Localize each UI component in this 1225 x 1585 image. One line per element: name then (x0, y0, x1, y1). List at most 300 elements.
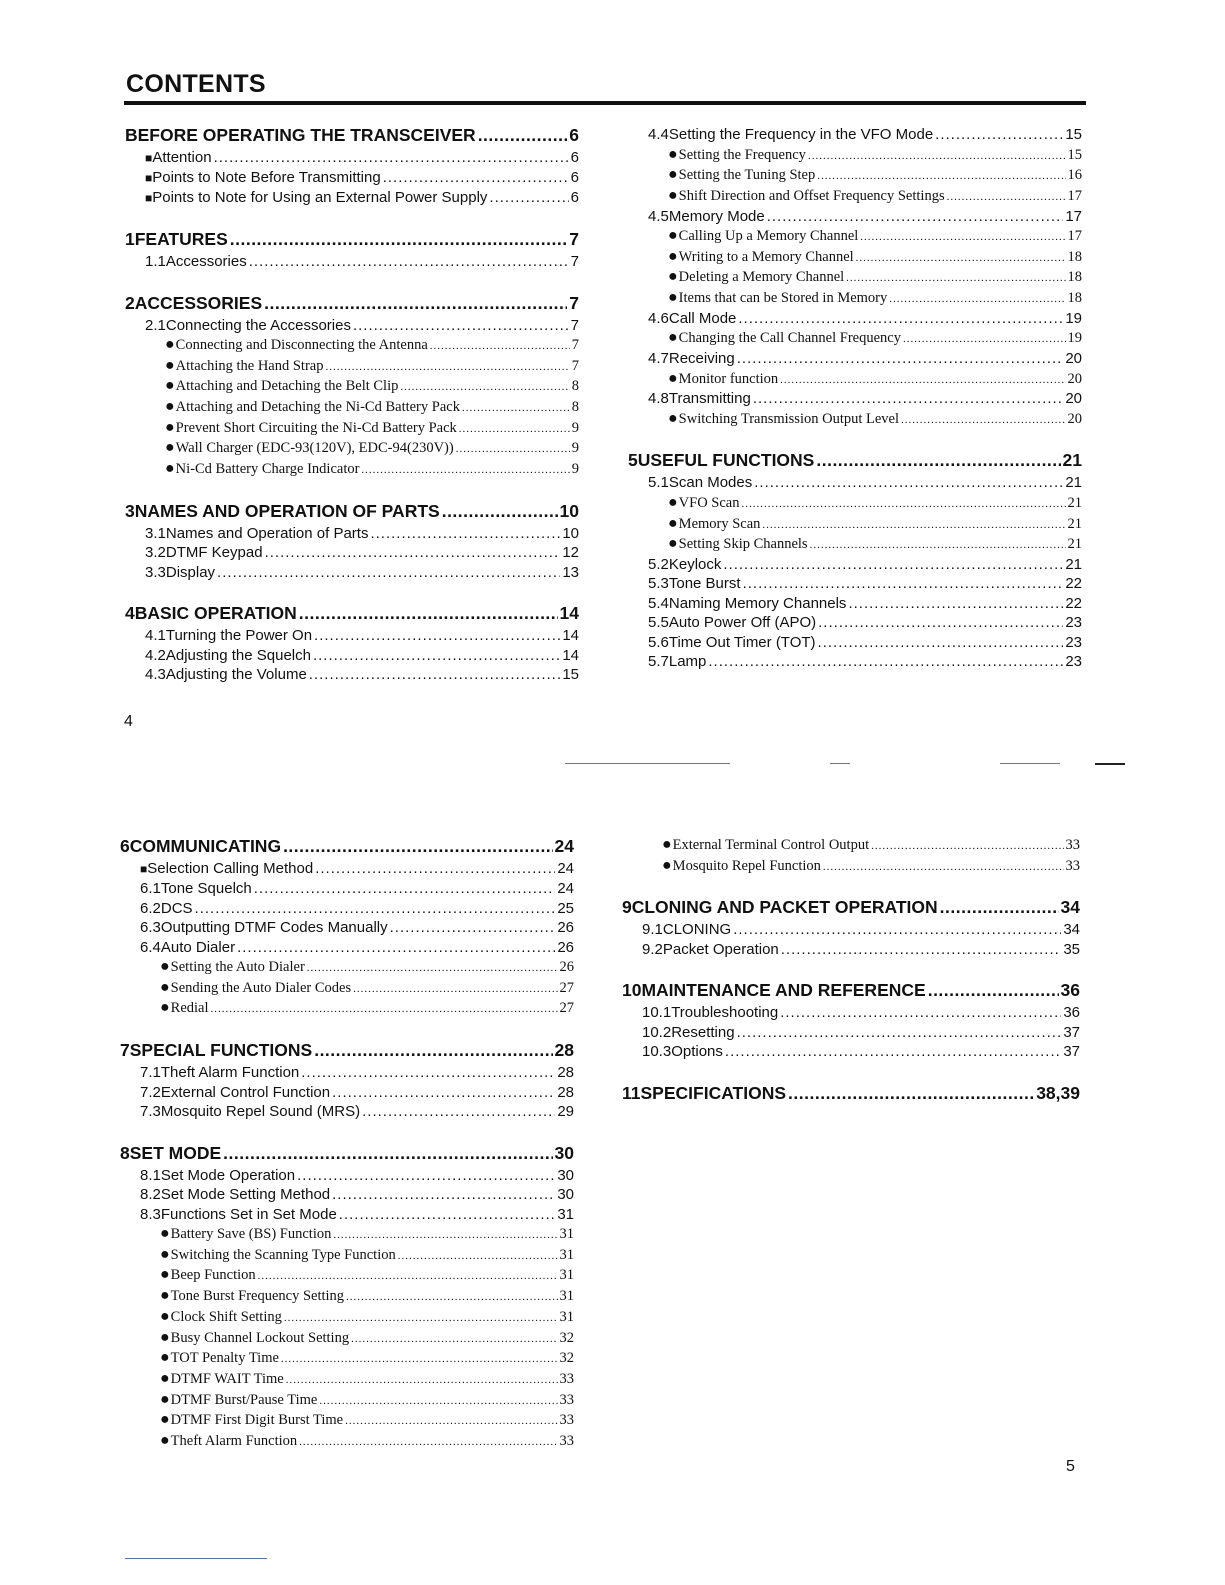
toc-bullet-entry[interactable] (120, 1390, 574, 1411)
toc-bullet-entry[interactable] (628, 267, 1082, 288)
dot-leader (332, 1083, 555, 1103)
entry-page-number: 38,39 (1036, 1082, 1080, 1103)
toc-bullet-entry[interactable] (628, 369, 1082, 390)
bullet-icon: ● (160, 1431, 170, 1449)
entry-page-number: 24 (557, 860, 574, 877)
toc-bullet-entry[interactable] (628, 514, 1082, 535)
entry-page-number: 31 (559, 1246, 574, 1263)
entry-title: Switching the Scanning Type Function (170, 1246, 396, 1263)
toc-bullet-entry[interactable] (120, 1431, 574, 1452)
dot-leader (462, 397, 570, 419)
toc-section-heading[interactable] (622, 978, 1080, 1003)
toc-entry[interactable] (120, 918, 574, 938)
toc-entry[interactable] (125, 626, 579, 646)
entry-title: DCS (160, 899, 193, 917)
bullet-icon: ● (668, 329, 678, 347)
dot-leader (315, 859, 555, 879)
entry-title: Display (165, 563, 216, 581)
dot-leader (214, 148, 569, 168)
toc-bullet-entry[interactable] (120, 1369, 574, 1390)
entry-number: 1 (125, 229, 135, 249)
dot-leader (325, 356, 569, 378)
toc-entry[interactable] (125, 524, 579, 544)
bullet-icon: ● (668, 493, 678, 511)
entry-title: Connecting the Accessories (165, 316, 351, 334)
bullet-icon: ● (165, 377, 175, 395)
dot-leader (848, 594, 1063, 614)
toc-entry[interactable] (120, 1063, 574, 1083)
dot-leader (808, 145, 1066, 167)
entry-title: Tone Burst (668, 575, 741, 593)
toc-bullet-entry[interactable] (125, 335, 579, 356)
dot-leader (753, 389, 1063, 409)
entry-number: 4.8 (648, 390, 669, 408)
entry-title: External Terminal Control Output (672, 837, 870, 853)
entry-title: VFO Scan (678, 494, 740, 511)
dot-leader (459, 418, 570, 440)
toc-bullet-entry[interactable] (628, 409, 1082, 430)
entry-page-number: 7 (571, 357, 579, 374)
toc-column-bottom-right (622, 835, 1080, 1106)
entry-title: Attaching and Detaching the Belt Clip (175, 378, 399, 395)
dot-leader (390, 918, 556, 938)
toc-entry[interactable] (628, 349, 1082, 369)
toc-bullet-entry[interactable] (628, 186, 1082, 207)
entry-page-number: 26 (557, 919, 574, 936)
dot-leader (237, 938, 555, 958)
dot-leader (345, 1410, 557, 1432)
toc-entry[interactable] (125, 148, 579, 168)
toc-entry[interactable] (622, 1003, 1080, 1023)
dot-leader (383, 168, 569, 188)
entry-page-number: 17 (1065, 207, 1082, 225)
entry-page-number: 18 (1067, 269, 1082, 286)
toc-bullet-entry[interactable] (120, 1245, 574, 1266)
toc-entry[interactable] (120, 879, 574, 899)
bullet-icon: ● (668, 409, 678, 427)
toc-section-heading[interactable] (125, 291, 579, 316)
entry-title: Tone Burst Frequency Setting (170, 1288, 345, 1305)
dot-leader (195, 899, 556, 919)
dot-leader (314, 626, 560, 646)
entry-title: Shift Direction and Offset Frequency Settings (678, 187, 945, 204)
toc-bullet-entry[interactable] (120, 1224, 574, 1245)
toc-bullet-entry[interactable] (628, 145, 1082, 166)
entry-title: Options (671, 1043, 723, 1061)
entry-page-number: 33 (559, 1432, 574, 1449)
entry-title: BEFORE OPERATING THE TRANSCEIVER (125, 125, 476, 145)
toc-bullet-entry[interactable] (120, 1286, 574, 1307)
entry-page-number: 28 (557, 1083, 574, 1101)
toc-bullet-entry[interactable] (628, 493, 1082, 514)
bullet-icon: ● (668, 186, 678, 204)
entry-page-number: 7 (570, 316, 579, 334)
entry-title: Deleting a Memory Channel (678, 269, 845, 286)
dot-leader (314, 1038, 552, 1063)
entry-title: Set Mode Setting Method (160, 1186, 331, 1204)
toc-column-top-left (125, 123, 579, 685)
toc-bullet-entry[interactable] (628, 247, 1082, 268)
page-title: CONTENTS (126, 70, 266, 98)
entry-page-number: 6 (570, 149, 579, 166)
square-bullet-icon: ■ (140, 862, 148, 876)
entry-title: Keylock (668, 555, 722, 573)
entry-page-number: 31 (559, 1226, 574, 1243)
entry-title: Setting Skip Channels (678, 536, 808, 553)
dot-leader (940, 895, 1059, 920)
entry-page-number: 21 (1067, 494, 1082, 511)
toc-bullet-entry[interactable] (622, 835, 1080, 856)
toc-bullet-entry[interactable] (120, 1410, 574, 1431)
entry-title: Accessories (165, 253, 247, 270)
dot-leader (901, 409, 1065, 431)
entry-page-number: 33 (1065, 837, 1080, 853)
entry-page-number: 31 (559, 1288, 574, 1305)
toc-section-heading[interactable] (628, 448, 1082, 473)
dot-leader (283, 834, 552, 859)
entry-page-number: 33 (559, 1391, 574, 1408)
bullet-icon: ● (668, 166, 678, 184)
dot-leader (737, 1023, 1062, 1043)
entry-number: 10.2 (642, 1023, 672, 1041)
entry-title: Outputting DTMF Codes Manually (160, 919, 388, 936)
entry-title: Setting the Frequency (678, 146, 806, 163)
entry-page-number: 9 (571, 440, 579, 457)
entry-number: 6 (120, 836, 130, 856)
toc-entry[interactable] (125, 665, 579, 685)
entry-title: NAMES AND OPERATION OF PARTS (134, 500, 440, 521)
entry-page-number: 26 (559, 959, 574, 975)
entry-title: Memory Scan (678, 515, 761, 532)
entry-page-number: 14 (562, 646, 579, 664)
dot-leader (928, 978, 1059, 1003)
entry-number: 8.3 (140, 1205, 161, 1223)
toc-entry[interactable] (628, 574, 1082, 594)
toc-bullet-entry[interactable] (120, 998, 574, 1019)
entry-title: Clock Shift Setting (170, 1308, 282, 1325)
entry-number: 7 (120, 1040, 130, 1061)
toc-entry[interactable] (120, 1083, 574, 1103)
toc-bullet-entry[interactable] (120, 957, 574, 978)
entry-title: Troubleshooting (671, 1004, 779, 1022)
entry-page-number: 20 (1065, 390, 1082, 408)
entry-number: 6.1 (140, 880, 161, 897)
scan-artifact-line (565, 763, 730, 764)
toc-entry[interactable] (628, 652, 1082, 672)
toc-entry[interactable] (628, 389, 1082, 409)
toc-section-heading[interactable] (120, 834, 574, 859)
entry-page-number: 28 (557, 1064, 574, 1082)
entry-title: Monitor function (678, 370, 779, 387)
dot-leader (254, 879, 556, 899)
entry-page-number: 18 (1067, 290, 1082, 307)
toc-entry[interactable] (628, 613, 1082, 633)
bullet-icon: ● (165, 439, 175, 457)
bullet-icon: ● (160, 1266, 170, 1284)
entry-title: TOT Penalty Time (170, 1350, 279, 1367)
dot-leader (781, 940, 1062, 960)
toc-bullet-entry[interactable] (628, 328, 1082, 349)
dot-leader (332, 1185, 555, 1205)
toc-entry[interactable] (125, 646, 579, 666)
dot-leader (351, 1328, 557, 1350)
entry-number: 4.1 (145, 627, 166, 645)
entry-number: 10.3 (642, 1043, 672, 1061)
toc-bullet-entry[interactable] (120, 1307, 574, 1328)
entry-title: Beep Function (170, 1267, 256, 1284)
entry-page-number: 13 (562, 563, 579, 581)
entry-page-number: 17 (1067, 228, 1082, 245)
toc-section-heading[interactable] (120, 1141, 574, 1166)
dot-leader (889, 288, 1065, 310)
dot-leader (478, 123, 568, 148)
entry-title: Prevent Short Circuiting the Ni-Cd Battery Pack (175, 419, 457, 436)
entry-number: 10.1 (642, 1004, 672, 1022)
entry-page-number: 22 (1065, 594, 1082, 612)
entry-number: 3.1 (145, 524, 166, 542)
bullet-icon: ● (160, 1225, 170, 1243)
dot-leader (818, 613, 1063, 633)
entry-number: 2 (125, 292, 135, 313)
entry-number: 4.4 (648, 126, 669, 143)
square-bullet-icon: ■ (145, 191, 153, 205)
toc-bullet-entry[interactable] (120, 1348, 574, 1369)
entry-title: DTMF First Digit Burst Time (170, 1412, 344, 1429)
entry-title: COMMUNICATING (129, 836, 282, 856)
entry-page-number: 36 (1060, 980, 1080, 1001)
entry-title: Battery Save (BS) Function (170, 1226, 332, 1243)
bullet-icon: ● (160, 999, 170, 1017)
entry-number: 4.5 (648, 207, 669, 225)
toc-section-heading[interactable] (622, 895, 1080, 920)
scan-artifact-line (1000, 763, 1060, 764)
dot-leader (456, 438, 570, 460)
toc-entry[interactable] (125, 188, 579, 208)
entry-page-number: 21 (1065, 474, 1082, 492)
entry-page-number: 19 (1067, 330, 1082, 347)
entry-page-number: 31 (559, 1308, 574, 1325)
dot-leader (211, 998, 558, 1020)
dot-leader (265, 543, 561, 563)
entry-page-number: 15 (562, 666, 579, 684)
toc-entry[interactable] (628, 309, 1082, 329)
bullet-icon: ● (165, 418, 175, 436)
toc-bullet-entry[interactable] (125, 459, 579, 480)
toc-entry[interactable] (125, 543, 579, 563)
toc-entry[interactable] (125, 563, 579, 583)
dot-leader (400, 376, 569, 398)
entry-page-number: 7 (569, 292, 579, 313)
entry-page-number: 21 (1065, 555, 1082, 573)
dot-leader (823, 856, 1064, 878)
dot-leader (264, 291, 567, 316)
toc-bullet-entry[interactable] (125, 356, 579, 377)
bullet-icon: ● (160, 1349, 170, 1367)
dot-leader (442, 499, 558, 524)
dot-leader (725, 1042, 1061, 1062)
entry-number: 3 (125, 500, 135, 521)
entry-title: Receiving (668, 350, 735, 367)
bullet-icon: ● (668, 227, 678, 245)
toc-bullet-entry[interactable] (120, 1265, 574, 1286)
entry-page-number: 6 (569, 125, 579, 145)
toc-entry[interactable] (120, 1166, 574, 1186)
entry-number: 5 (628, 450, 638, 471)
dot-leader (818, 633, 1064, 653)
toc-entry[interactable] (628, 594, 1082, 614)
entry-page-number: 21 (1067, 536, 1082, 553)
entry-title: Auto Dialer (160, 938, 236, 956)
dot-leader (281, 1348, 558, 1370)
entry-title: Lamp (668, 653, 707, 671)
dot-leader (333, 1224, 557, 1246)
entry-number: 10 (622, 980, 642, 1001)
entry-title: Attention (152, 149, 212, 166)
toc-entry[interactable] (622, 940, 1080, 960)
entry-page-number: 20 (1065, 350, 1082, 367)
entry-number: 5.4 (648, 594, 669, 612)
toc-entry[interactable] (120, 1102, 574, 1122)
bullet-icon: ● (662, 856, 672, 874)
toc-section-heading[interactable] (120, 1038, 574, 1063)
page-number-right: 5 (1066, 1458, 1075, 1475)
bullet-icon: ● (160, 1307, 170, 1325)
entry-number: 3.2 (145, 544, 166, 562)
entry-title: DTMF Burst/Pause Time (170, 1391, 318, 1408)
bullet-icon: ● (165, 398, 175, 416)
toc-entry[interactable] (622, 1023, 1080, 1043)
square-bullet-icon: ■ (145, 171, 153, 185)
entry-page-number: 14 (562, 627, 579, 645)
entry-number: 1.1 (145, 253, 166, 270)
dot-leader (817, 165, 1065, 187)
entry-page-number: 36 (1063, 1004, 1080, 1022)
entry-number: 5.2 (648, 555, 669, 573)
toc-entry[interactable] (120, 1185, 574, 1205)
entry-page-number: 33 (559, 1370, 574, 1387)
toc-bullet-entry[interactable] (120, 1328, 574, 1349)
dot-leader (780, 1003, 1061, 1023)
dot-leader (816, 448, 1060, 473)
toc-entry[interactable] (628, 555, 1082, 575)
entry-page-number: 33 (559, 1412, 574, 1429)
dot-leader (780, 369, 1065, 391)
entry-title: MAINTENANCE AND REFERENCE (641, 980, 926, 1001)
toc-entry[interactable] (120, 1205, 574, 1225)
dot-leader (935, 125, 1063, 145)
entry-page-number: 31 (559, 1267, 574, 1284)
toc-bullet-entry[interactable] (628, 165, 1082, 186)
toc-bullet-entry[interactable] (125, 438, 579, 459)
toc-entry[interactable] (628, 125, 1082, 145)
dot-leader (871, 835, 1063, 857)
bullet-icon: ● (160, 1328, 170, 1346)
entry-page-number: 6 (570, 169, 579, 186)
bullet-icon: ● (668, 369, 678, 387)
toc-section-heading[interactable] (125, 123, 579, 148)
entry-title: Setting the Tuning Step (678, 167, 816, 184)
dot-leader (284, 1307, 558, 1329)
toc-bullet-entry[interactable] (120, 978, 574, 999)
entry-page-number: 32 (559, 1329, 574, 1346)
dot-leader (362, 1102, 555, 1122)
entry-page-number: 12 (562, 544, 579, 562)
toc-entry[interactable] (125, 252, 579, 272)
bullet-icon: ● (160, 1411, 170, 1429)
entry-number: 7.3 (140, 1103, 161, 1121)
toc-section-heading[interactable] (125, 499, 579, 524)
entry-number: 4.7 (648, 350, 669, 367)
dot-leader (339, 1205, 556, 1225)
toc-entry[interactable] (120, 899, 574, 919)
toc-entry[interactable] (628, 473, 1082, 493)
bullet-icon: ● (668, 514, 678, 532)
toc-entry[interactable] (628, 207, 1082, 227)
entry-number: 6.4 (140, 938, 161, 956)
entry-title: Theft Alarm Function (160, 1064, 300, 1082)
entry-title: DTMF WAIT Time (170, 1370, 284, 1387)
toc-bullet-entry[interactable] (628, 534, 1082, 555)
entry-title: Mosquito Repel Function (672, 857, 821, 874)
entry-page-number: 10 (562, 524, 579, 542)
entry-number: 7.1 (140, 1064, 161, 1082)
entry-title: Calling Up a Memory Channel (678, 228, 859, 245)
entry-number: 4.6 (648, 309, 669, 327)
toc-bullet-entry[interactable] (622, 856, 1080, 877)
entry-page-number: 30 (554, 1142, 574, 1163)
toc-entry[interactable] (628, 633, 1082, 653)
entry-title: Attaching and Detaching the Ni-Cd Battery Pack (175, 399, 460, 416)
toc-bullet-entry[interactable] (125, 418, 579, 439)
entry-title: External Control Function (160, 1083, 331, 1101)
dot-leader (742, 493, 1066, 515)
toc-bullet-entry[interactable] (125, 376, 579, 397)
toc-bullet-entry[interactable] (628, 226, 1082, 247)
entry-title: Turning the Power On (165, 627, 313, 645)
toc-bullet-entry[interactable] (125, 397, 579, 418)
square-bullet-icon: ■ (145, 151, 153, 165)
entry-number: 6.3 (140, 919, 161, 936)
entry-number: 7.2 (140, 1083, 161, 1101)
entry-number: 8.1 (140, 1166, 161, 1184)
toc-section-heading[interactable] (622, 1081, 1080, 1106)
toc-entry[interactable] (125, 168, 579, 188)
entry-page-number: 23 (1065, 614, 1082, 632)
entry-title: CLONING AND PACKET OPERATION (631, 897, 938, 918)
entry-title: Sending the Auto Dialer Codes (170, 979, 352, 996)
dot-leader (299, 1431, 557, 1453)
toc-column-bottom-left (120, 834, 574, 1452)
toc-entry[interactable] (622, 1042, 1080, 1062)
entry-title: Tone Squelch (160, 880, 252, 897)
entry-title: Theft Alarm Function (170, 1432, 298, 1449)
entry-title: Attaching the Hand Strap (175, 357, 324, 374)
toc-bullet-entry[interactable] (628, 288, 1082, 309)
entry-title: SPECIFICATIONS (640, 1082, 787, 1103)
toc-entry[interactable] (120, 938, 574, 958)
toc-entry[interactable] (622, 920, 1080, 940)
toc-entry[interactable] (125, 316, 579, 336)
entry-title: Points to Note Before Transmitting (152, 169, 381, 186)
dot-leader (398, 1245, 558, 1267)
toc-section-heading[interactable] (125, 227, 579, 252)
entry-number: 4.3 (145, 666, 166, 684)
entry-page-number: 7 (571, 337, 579, 353)
entry-title: Setting the Frequency in the VFO Mode (668, 126, 934, 143)
toc-section-heading[interactable] (125, 601, 579, 626)
entry-title: Connecting and Disconnecting the Antenna (175, 337, 428, 353)
toc-entry[interactable] (120, 859, 574, 879)
